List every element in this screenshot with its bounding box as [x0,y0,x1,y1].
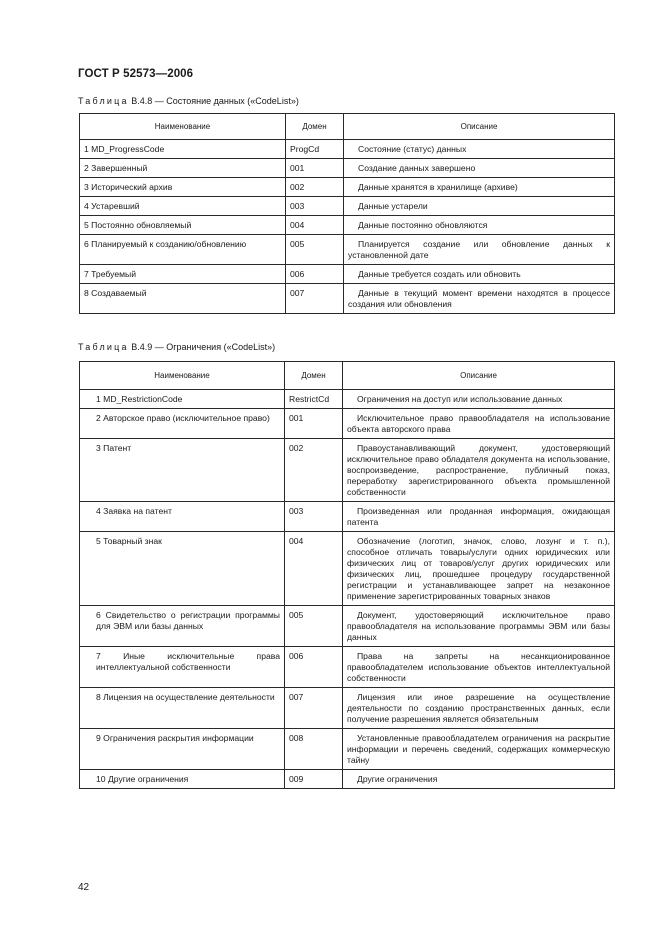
row-domain: 008 [285,729,343,770]
row-name: 10 Другие ограничения [80,770,285,789]
table2-caption [78,342,275,352]
row-domain: RestrictCd [285,390,343,409]
page-header: ГОСТ Р 52573—2006 [78,68,194,80]
row-name: 2 Авторское право (исключительное право) [80,409,285,439]
row-description: Исключительное право правообладателя на использование объекта авторского права [343,409,615,439]
row-name: 9 Ограничения раскрытия информации [80,729,285,770]
row-name: 6 Планируемый к созданию/обновлению [80,235,286,265]
row-domain: 006 [286,265,344,284]
table-restrictions [79,361,615,789]
page-number: 42 [78,882,90,893]
col-header-domain: Домен [286,114,344,140]
row-name: 5 Постоянно обновляемый [80,216,286,235]
row-domain: 007 [286,284,344,314]
row-name: 7 Требуемый [80,265,286,284]
row-domain: 006 [285,647,343,688]
table-data-status [79,113,615,314]
row-domain: 004 [286,216,344,235]
col-header-description: Описание [343,362,615,390]
row-description: Данные в текущий момент времени находятся в процессе создания или обновления [344,284,615,314]
row-name: 3 Исторический архив [80,178,286,197]
row-domain: 005 [285,606,343,647]
row-description: Ограничения на доступ или использование данных [343,390,615,409]
row-domain: ProgCd [286,140,344,159]
col-header-description: Описание [344,114,615,140]
table-row [80,197,615,216]
row-domain: 005 [286,235,344,265]
row-domain: 009 [285,770,343,789]
row-description: Обозначение (логотип, значок, слово, лозунг и т. п.), способное отличать товары/услуги одних юридических или физических лиц от товаров/услуг других юридических или физических лиц, прошедшее процедуру государственной регистрации и устанавливающее запрет на незаконное применение зарегистрированных товарных знаков [343,532,615,606]
table-row [80,265,615,284]
row-name: 1 MD_ProgressCode [80,140,286,159]
table-row [80,770,615,789]
table-row [80,688,615,729]
row-description: Лицензия или иное разрешение на осуществление деятельности по созданию пространственных данных, если получение разрешения является обязательным [343,688,615,729]
row-name: 6 Свидетельство о регистрации программы для ЭВМ или базы данных [80,606,285,647]
row-description: Создание данных завершено [344,159,615,178]
row-domain: 007 [285,688,343,729]
row-domain: 002 [285,439,343,502]
table-row [80,159,615,178]
row-description: Правоустанавливающий документ, удостоверяющий исключительное право обладателя документа на использование, воспроизведение, распространение, публичный показ, переработку зарегистрированного объекта промышленной собственности [343,439,615,502]
table-row [80,284,615,314]
table1-caption [78,96,299,106]
row-description: Состояние (статус) данных [344,140,615,159]
row-name: 2 Завершенный [80,159,286,178]
col-header-domain: Домен [285,362,343,390]
row-description: Данные требуется создать или обновить [344,265,615,284]
row-description: Документ, удостоверяющий исключительное право правообладателя на использование программы ЭВМ или базы данных [343,606,615,647]
row-description: Планируется создание или обновление данных к установленной дате [344,235,615,265]
row-description: Права на запреты на несанкционированное правообладателем использование объектов интеллектуальной собственности [343,647,615,688]
row-name: 4 Заявка на патент [80,502,285,532]
table-row [80,390,615,409]
row-name: 3 Патент [80,439,285,502]
table-row [80,532,615,606]
row-name: 5 Товарный знак [80,532,285,606]
row-domain: 004 [285,532,343,606]
row-name: 8 Создаваемый [80,284,286,314]
row-description: Произведенная или проданная информация, ожидающая патента [343,502,615,532]
row-domain: 002 [286,178,344,197]
table-row [80,140,615,159]
table-row [80,235,615,265]
table-row [80,439,615,502]
table-row [80,606,615,647]
row-description: Установленные правообладателем ограничения на раскрытие информации и перечень сведений, содержащих коммерческую тайну [343,729,615,770]
row-domain: 003 [285,502,343,532]
table-row [80,502,615,532]
table1-caption-prefix: Таблица [78,96,129,106]
table-row [80,729,615,770]
table2-caption-prefix: Таблица [78,342,129,352]
row-description: Данные устарели [344,197,615,216]
row-description: Данные хранятся в хранилище (архиве) [344,178,615,197]
row-domain: 003 [286,197,344,216]
table1-caption-title: B.4.8 — Состояние данных («CodeList») [128,96,299,106]
row-name: 7 Иные исключительные права интеллектуальной собственности [80,647,285,688]
table2-caption-title: B.4.9 — Ограничения («CodeList») [128,342,276,352]
table-row [80,216,615,235]
table-row [80,647,615,688]
row-description: Данные постоянно обновляются [344,216,615,235]
col-header-name: Наименование [80,114,286,140]
row-domain: 001 [285,409,343,439]
row-name: 1 MD_RestrictionCode [80,390,285,409]
table-row [80,409,615,439]
table-row [80,178,615,197]
row-name: 8 Лицензия на осуществление деятельности [80,688,285,729]
row-description: Другие ограничения [343,770,615,789]
row-domain: 001 [286,159,344,178]
col-header-name: Наименование [80,362,285,390]
row-name: 4 Устаревший [80,197,286,216]
